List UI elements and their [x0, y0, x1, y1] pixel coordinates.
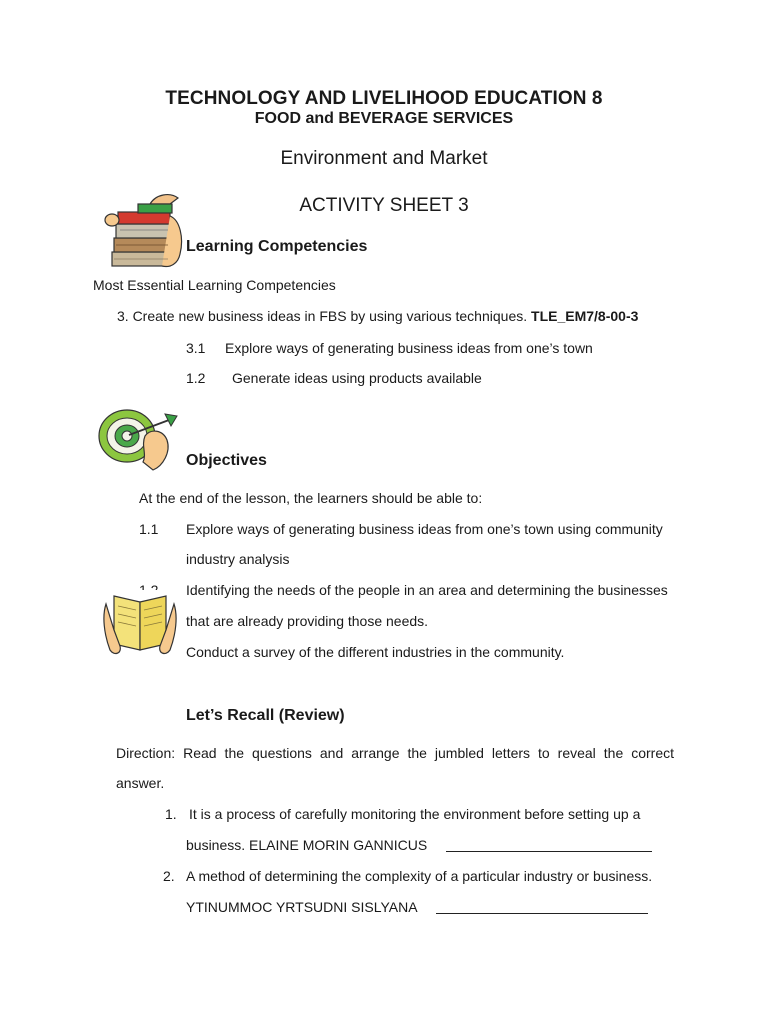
competency-sub-num-1: 3.1 — [186, 340, 206, 356]
recall-heading: Let’s Recall (Review) — [186, 707, 345, 724]
competency-sub-text-2: Generate ideas using products available — [232, 370, 482, 386]
objectives-intro: At the end of the lesson, the learners should be able to: — [139, 490, 483, 506]
question-num-1: 1. — [165, 806, 177, 822]
document-title: TECHNOLOGY AND LIVELIHOOD EDUCATION 8 — [165, 88, 603, 109]
competencies-heading: Learning Competencies — [186, 238, 368, 255]
competency-main-text: 3. Create new business ideas in FBS by using various techniques. — [117, 308, 528, 324]
competency-sub-num-2: 1.2 — [186, 370, 206, 386]
activity-title: ACTIVITY SHEET 3 — [299, 195, 469, 216]
answer-blank-2[interactable] — [436, 900, 648, 914]
competency-main-item — [117, 308, 638, 324]
recall-direction-line2: answer. — [116, 775, 165, 791]
competency-sub-text-1: Explore ways of generating business ideas from one’s town — [225, 340, 593, 356]
open-book-icon — [100, 590, 180, 658]
objectives-heading: Objectives — [186, 452, 267, 469]
objective-text-2a: Identifying the needs of the people in an area and determining the businesses — [186, 582, 668, 598]
objective-text-1a: Explore ways of generating business ideas from one’s town using community — [186, 521, 663, 537]
question-text-1a: It is a process of carefully monitoring the environment before setting up a — [189, 806, 641, 822]
objective-text-2b: that are already providing those needs. — [186, 613, 429, 629]
recall-direction-line1: Direction: Read the questions and arrange the jumbled letters to reveal the correct — [116, 745, 674, 761]
competencies-intro: Most Essential Learning Competencies — [93, 277, 336, 293]
competency-code: TLE_EM7/8-00-3 — [531, 308, 639, 324]
document-topic: Environment and Market — [280, 148, 488, 169]
question-text-2b: YTINUMMOC YRTSUDNI SISLYANA — [186, 899, 418, 915]
question-num-2: 2. — [163, 868, 175, 884]
question-text-1b: business. ELAINE MORIN GANNICUS — [186, 837, 428, 853]
target-dart-icon — [97, 406, 181, 474]
objective-text-3: Conduct a survey of the different industries in the community. — [186, 644, 565, 660]
answer-blank-1[interactable] — [446, 838, 652, 852]
document-strand: FOOD and BEVERAGE SERVICES — [254, 110, 514, 127]
books-icon — [100, 190, 192, 272]
objective-text-1b: industry analysis — [186, 551, 290, 567]
objective-num-1: 1.1 — [139, 521, 159, 537]
question-text-2a: A method of determining the complexity of a particular industry or business. — [186, 868, 653, 884]
